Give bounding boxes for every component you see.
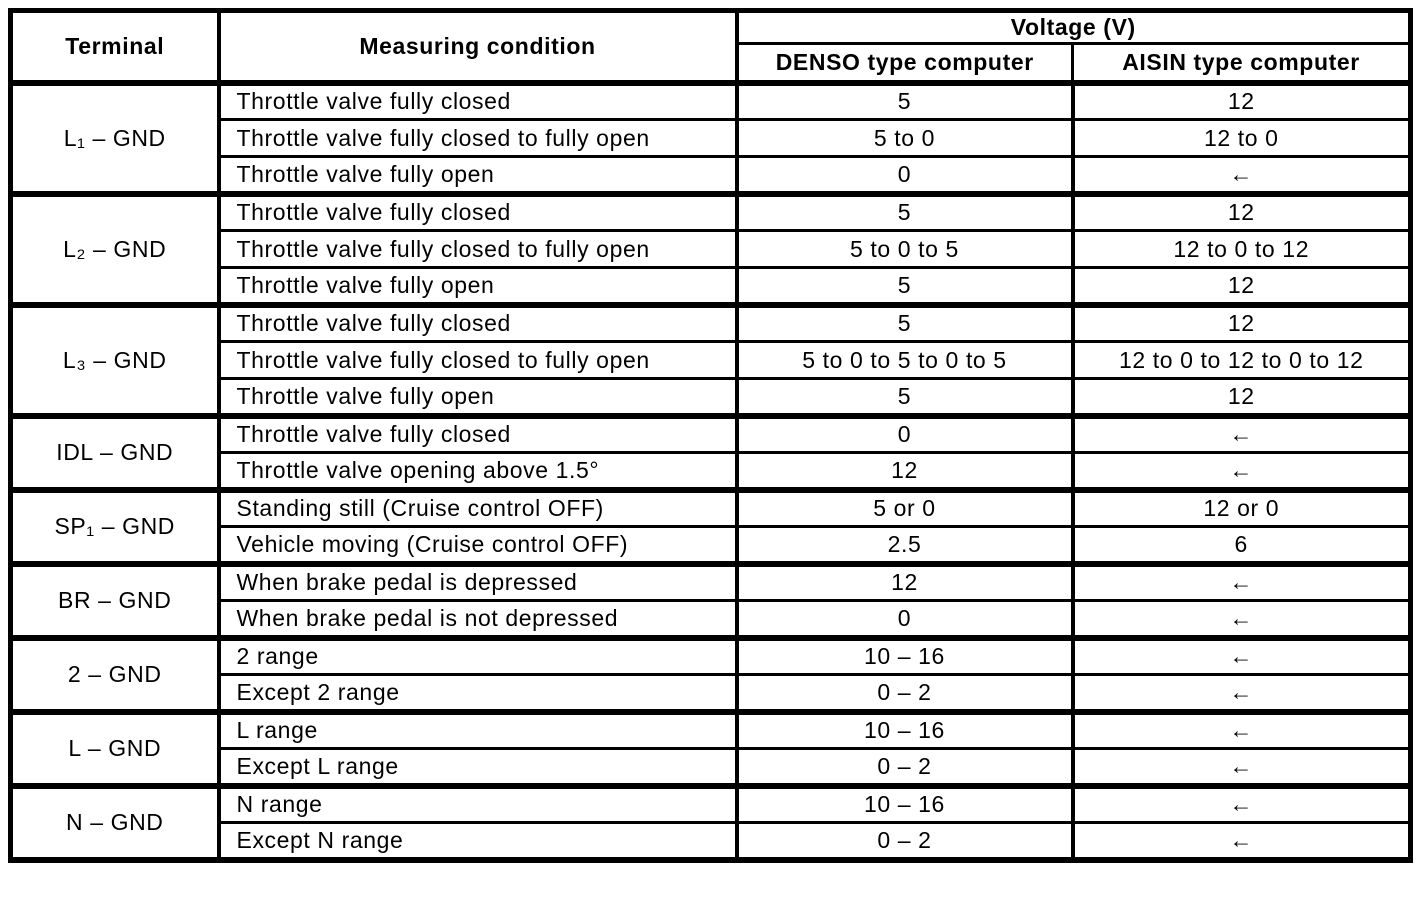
- aisin-voltage-cell: 6: [1073, 527, 1411, 564]
- table-row: [11, 490, 1411, 527]
- table-row: [11, 564, 1411, 601]
- table-row: [11, 268, 1411, 305]
- table-row: [11, 601, 1411, 638]
- header-aisin: AISIN type computer: [1073, 44, 1411, 83]
- aisin-voltage-cell: ←: [1073, 675, 1411, 712]
- condition-cell: Except 2 range: [219, 675, 737, 712]
- denso-voltage-cell: 5: [737, 194, 1073, 231]
- aisin-voltage-cell: 12 to 0 to 12: [1073, 231, 1411, 268]
- terminal-cell: N – GND: [11, 786, 219, 860]
- denso-voltage-cell: 5: [737, 83, 1073, 120]
- denso-voltage-cell: 5: [737, 379, 1073, 416]
- condition-cell: 2 range: [219, 638, 737, 675]
- aisin-voltage-cell: ←: [1073, 416, 1411, 453]
- aisin-voltage-cell: 12: [1073, 305, 1411, 342]
- table-row: [11, 231, 1411, 268]
- table-row: [11, 379, 1411, 416]
- condition-cell: Throttle valve fully closed: [219, 83, 737, 120]
- voltage-spec-table: [8, 8, 1413, 863]
- aisin-voltage-cell: ←: [1073, 786, 1411, 823]
- terminal-cell: BR – GND: [11, 564, 219, 638]
- table-row: [11, 305, 1411, 342]
- condition-cell: L range: [219, 712, 737, 749]
- aisin-voltage-cell: ←: [1073, 453, 1411, 490]
- condition-cell: Vehicle moving (Cruise control OFF): [219, 527, 737, 564]
- aisin-voltage-cell: ←: [1073, 749, 1411, 786]
- table-row: [11, 453, 1411, 490]
- denso-voltage-cell: 0: [737, 416, 1073, 453]
- condition-cell: Throttle valve opening above 1.5°: [219, 453, 737, 490]
- denso-voltage-cell: 12: [737, 453, 1073, 490]
- aisin-voltage-cell: ←: [1073, 564, 1411, 601]
- terminal-cell: L – GND: [11, 712, 219, 786]
- table-row: [11, 120, 1411, 157]
- table-row: [11, 712, 1411, 749]
- condition-cell: Throttle valve fully closed: [219, 416, 737, 453]
- header-terminal: Terminal: [11, 11, 219, 83]
- aisin-voltage-cell: ←: [1073, 601, 1411, 638]
- denso-voltage-cell: 5: [737, 305, 1073, 342]
- header-denso: DENSO type computer: [737, 44, 1073, 83]
- condition-cell: Except N range: [219, 823, 737, 860]
- condition-cell: Throttle valve fully open: [219, 268, 737, 305]
- terminal-cell: IDL – GND: [11, 416, 219, 490]
- denso-voltage-cell: 5: [737, 268, 1073, 305]
- denso-voltage-cell: 10 – 16: [737, 712, 1073, 749]
- condition-cell: Throttle valve fully closed to fully open: [219, 342, 737, 379]
- terminal-cell: SP₁ – GND: [11, 490, 219, 564]
- aisin-voltage-cell: ←: [1073, 638, 1411, 675]
- terminal-cell: 2 – GND: [11, 638, 219, 712]
- denso-voltage-cell: 5 to 0 to 5: [737, 231, 1073, 268]
- table-row: [11, 749, 1411, 786]
- terminal-cell: L₃ – GND: [11, 305, 219, 416]
- denso-voltage-cell: 5 to 0 to 5 to 0 to 5: [737, 342, 1073, 379]
- aisin-voltage-cell: ←: [1073, 712, 1411, 749]
- table-row: [11, 786, 1411, 823]
- condition-cell: Throttle valve fully closed: [219, 305, 737, 342]
- aisin-voltage-cell: 12 to 0: [1073, 120, 1411, 157]
- denso-voltage-cell: 0: [737, 157, 1073, 194]
- aisin-voltage-cell: 12: [1073, 379, 1411, 416]
- aisin-voltage-cell: 12: [1073, 194, 1411, 231]
- condition-cell: Throttle valve fully open: [219, 157, 737, 194]
- header-measuring-condition: Measuring condition: [219, 11, 737, 83]
- aisin-voltage-cell: 12: [1073, 268, 1411, 305]
- aisin-voltage-cell: ←: [1073, 823, 1411, 860]
- voltage-spec-table-container: [8, 8, 1413, 863]
- table-row: [11, 157, 1411, 194]
- condition-cell: Throttle valve fully closed to fully open: [219, 120, 737, 157]
- condition-cell: Throttle valve fully closed: [219, 194, 737, 231]
- denso-voltage-cell: 10 – 16: [737, 638, 1073, 675]
- denso-voltage-cell: 5 to 0: [737, 120, 1073, 157]
- aisin-voltage-cell: 12 to 0 to 12 to 0 to 12: [1073, 342, 1411, 379]
- table-row: [11, 675, 1411, 712]
- condition-cell: Standing still (Cruise control OFF): [219, 490, 737, 527]
- header-voltage: Voltage (V): [737, 11, 1411, 44]
- condition-cell: N range: [219, 786, 737, 823]
- table-row: [11, 83, 1411, 120]
- denso-voltage-cell: 0 – 2: [737, 823, 1073, 860]
- condition-cell: When brake pedal is not depressed: [219, 601, 737, 638]
- table-row: [11, 823, 1411, 860]
- terminal-cell: L₁ – GND: [11, 83, 219, 194]
- aisin-voltage-cell: 12: [1073, 83, 1411, 120]
- table-row: [11, 194, 1411, 231]
- denso-voltage-cell: 10 – 16: [737, 786, 1073, 823]
- terminal-cell: L₂ – GND: [11, 194, 219, 305]
- aisin-voltage-cell: 12 or 0: [1073, 490, 1411, 527]
- denso-voltage-cell: 0 – 2: [737, 675, 1073, 712]
- denso-voltage-cell: 5 or 0: [737, 490, 1073, 527]
- table-row: [11, 638, 1411, 675]
- condition-cell: When brake pedal is depressed: [219, 564, 737, 601]
- denso-voltage-cell: 12: [737, 564, 1073, 601]
- denso-voltage-cell: 0: [737, 601, 1073, 638]
- table-body: [11, 83, 1411, 860]
- table-row: [11, 342, 1411, 379]
- table-row: [11, 416, 1411, 453]
- denso-voltage-cell: 2.5: [737, 527, 1073, 564]
- condition-cell: Throttle valve fully closed to fully open: [219, 231, 737, 268]
- condition-cell: Throttle valve fully open: [219, 379, 737, 416]
- aisin-voltage-cell: ←: [1073, 157, 1411, 194]
- condition-cell: Except L range: [219, 749, 737, 786]
- denso-voltage-cell: 0 – 2: [737, 749, 1073, 786]
- table-row: [11, 527, 1411, 564]
